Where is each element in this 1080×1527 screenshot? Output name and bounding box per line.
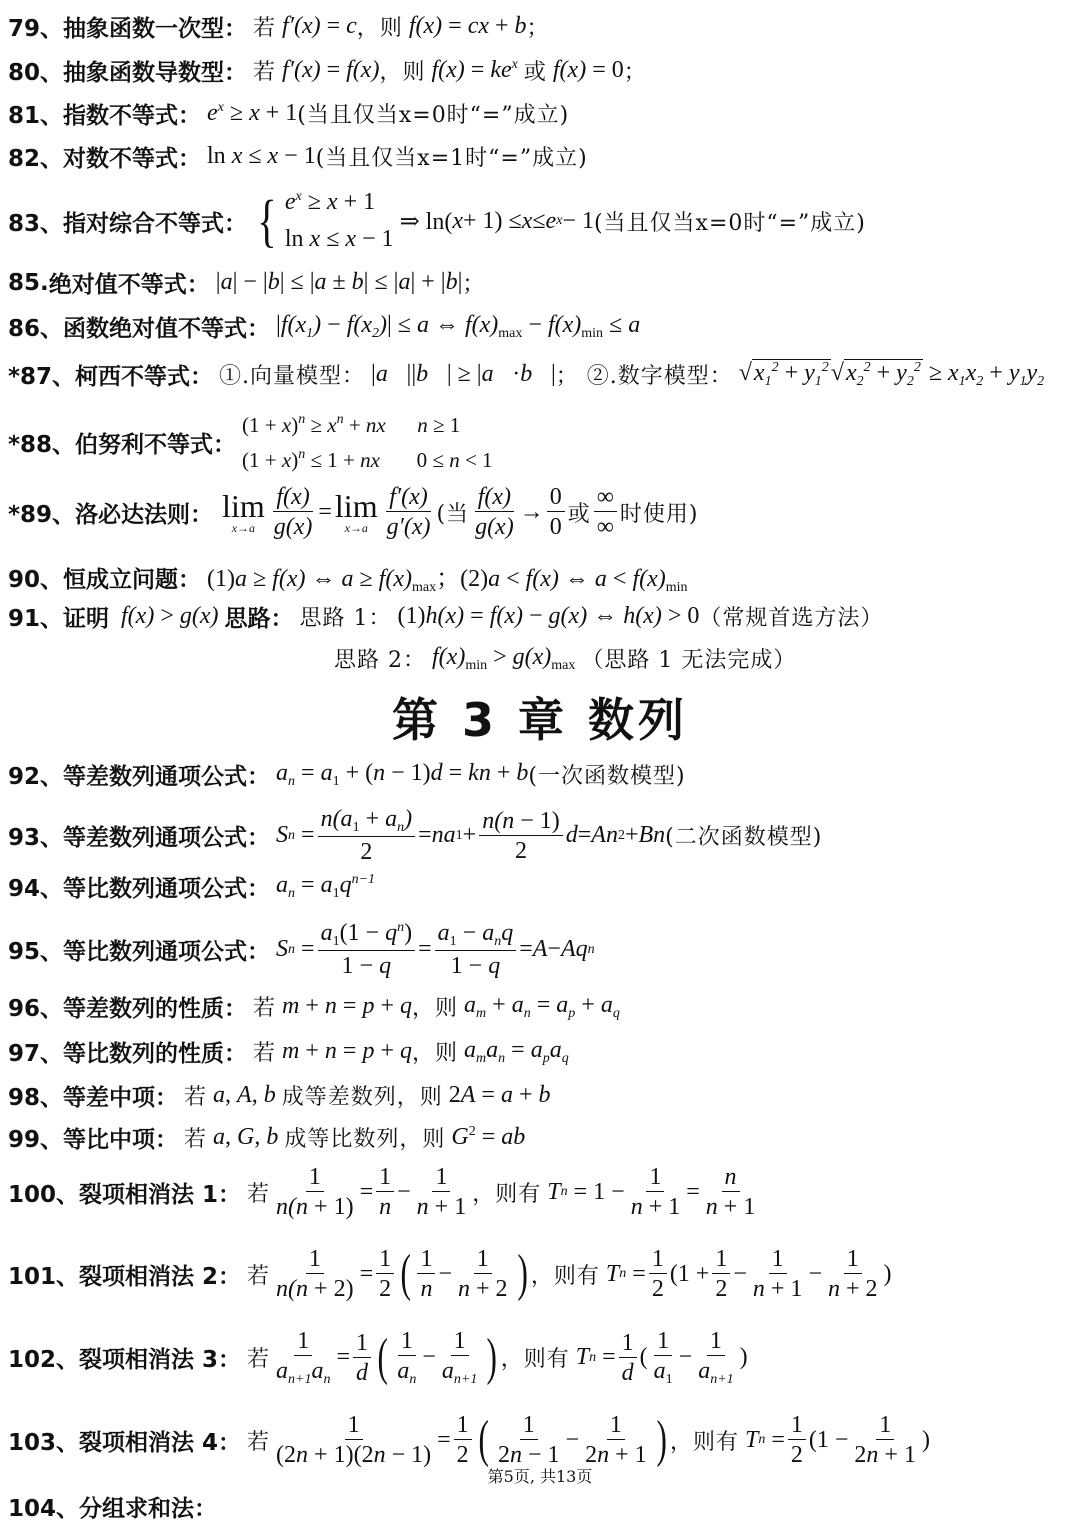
item-title-suffix: 思路： (224, 606, 294, 632)
text-comma: ， (412, 996, 436, 1021)
text-if: 若 (247, 1347, 271, 1373)
item-number: 94、 (8, 876, 64, 902)
item-title: 抽象函数导数型： (63, 60, 248, 86)
formula: m + n = p + q (276, 1038, 413, 1064)
text-idea-2-note: （思路 1 无法完成） (581, 648, 797, 673)
item-101 (8, 1246, 1072, 1303)
item-title: 裂项相消法 2： (79, 1263, 242, 1290)
item-title: 函数绝对值不等式： (63, 316, 271, 342)
formula: $\frac{1}{(2n + 1)(2n - 1)}$ = $\frac{1}{2}$ ( $\frac{1}{2n - 1}$ − $\frac{1}{2n + 1}$ ) (276, 1411, 667, 1469)
item-104 (8, 1490, 1072, 1523)
item-80: 80、 抽象函数导数型： 若 f′(x) = f(x) ， 则 $f(x) = ke^x$ 或 f(x) = 0 ； (8, 54, 1072, 87)
formula: $(1 + x)^n \ge x^n$ + nx n ≥ 1 $(1 + x)^n \le 1$ + nx 0 ≤ n < 1 (242, 412, 493, 472)
formula: f′(x) = c (276, 13, 357, 39)
item-title: 绝对值不等式： (48, 272, 210, 298)
item-number: 83、 (8, 210, 64, 237)
item-94 (8, 870, 1072, 903)
item-number: 101、 (8, 1263, 80, 1290)
item-number: 92、 (8, 764, 64, 790)
formula: T n = $\frac{1}{2}$ (1 − $\frac{1}{2n + 1}$ ) (738, 1412, 930, 1469)
text-then-have: 则有 (495, 1181, 542, 1207)
text-if: 若 (253, 60, 277, 85)
text-comma: ， (412, 1041, 436, 1066)
item-number: 86、 (8, 316, 64, 342)
item-title: 指数不等式： (63, 103, 202, 129)
text-arithmetic: 成等差数列， (281, 1085, 420, 1110)
formula: f′(x) = f(x) (276, 57, 380, 83)
item-title: 对数不等式： (63, 146, 202, 172)
condition-text: (当且仅当x=0时“=”成立) (297, 103, 570, 128)
item-number: 80、 (8, 60, 64, 86)
text-if: 若 (247, 1181, 271, 1207)
formula: $e^x \ge x + 1$ (207, 100, 298, 126)
text-then: 则 (379, 16, 403, 41)
formula: $\frac{1}{n(n + 1)}$ = $\frac{1}{n}$ − $\frac{1}{n + 1}$ (276, 1164, 467, 1221)
item-number: 91、 (8, 606, 64, 632)
formula: T n = 1 − $\frac{1}{n + 1}$ = $\frac{n}{n + 1}$ (541, 1164, 756, 1221)
item-title: 等比数列通项公式： (63, 939, 271, 966)
formula: (1)a ≥ f(x) ⇔ $a \ge f(x)_{max}$；(2)a < f(x) ⇔ $a < f(x)_{min}$ (207, 566, 688, 595)
formula: a, A, b (207, 1082, 282, 1108)
item-82 (8, 140, 1072, 173)
formula: $\frac{\infty}{\infty}$ (591, 484, 620, 541)
formula: (1)h(x) = f(x) − g(x) ⇔ h(x) > 0 (397, 603, 700, 629)
formula: lim x→a $\frac{f(x)}{g(x)}$ = lim x→a $\frac{f'(x)}{g'(x)}$ (222, 484, 431, 541)
formula: a, G, b (207, 1124, 285, 1150)
item-87: *87、 柯西不等式： ①.向量模型： |a⃗||b⃗| ≥ |a⃗·b⃗| ； ②.数字模型： $√x_1^2 + y_1^2√x_2^2 + y_2^2 \ge x_1x_2 + y_1y_2$ (8, 359, 1045, 390)
text-comma: ， (356, 16, 380, 41)
text-comma: ， (669, 1429, 693, 1455)
text-comma: ， (530, 1263, 554, 1289)
item-number: 104、 (8, 1496, 80, 1522)
text-if: 若 (184, 1127, 208, 1152)
text-idea-1-note: （常规首选方法） (699, 606, 884, 631)
item-91 (8, 600, 1072, 633)
item-number: 98、 (8, 1085, 64, 1111)
formula: $√x_1^2 + y_1^2√x_2^2 + y_2^2 \ge x_1x_2 + y_1y_2$ (738, 359, 1045, 389)
text-if: 若 (253, 996, 277, 1021)
item-number: *87、 (8, 364, 76, 390)
text-number-model: ②.数字模型： (586, 364, 733, 389)
formula: m + n = p + q (276, 993, 413, 1019)
formula: T n = $\frac{1}{d}$ ( $\frac{1}{a_1}$ − $\frac{1}{a_{n+1}}$ ) (569, 1328, 748, 1388)
text-then: 则 (422, 1127, 446, 1152)
item-number: 100、 (8, 1181, 80, 1208)
formula: $\frac{f(x)}{g(x)}$ → $\frac{0}{0}$ (469, 484, 568, 541)
item-103 (8, 1412, 1072, 1469)
text-if: 若 (247, 1263, 271, 1289)
text-or: 或 (567, 501, 591, 527)
formula: $a_m + a_n = a_p + a_q$ (458, 991, 620, 1021)
text-comma: ， (500, 1347, 524, 1373)
formula: $f(x)_{min} > g(x)_{max}$ (426, 643, 576, 673)
formula: { $e^x \ge x + 1$ ln x ≤ x − 1 ⇒ ln( x + 1) ≤ x ≤ e x − 1 (257, 188, 594, 254)
item-99 (8, 1121, 1072, 1154)
item-98 (8, 1079, 1072, 1112)
item-title: 恒成立问题： (63, 566, 202, 593)
item-79: 79、 抽象函数一次型： 若 f′(x) = c ， 则 f(x) = cx + b ； (8, 10, 1072, 43)
text-idea-1: 思路 1： (299, 606, 392, 631)
formula: f(x) = cx + b (402, 13, 527, 39)
item-81 (8, 97, 1072, 130)
formula: T n = $\frac{1}{2}$ (1 + $\frac{1}{2}$ − $\frac{1}{n + 1}$ − $\frac{1}{n + 2}$ ) (599, 1246, 892, 1303)
item-91-idea-2 (334, 643, 1072, 674)
item-number: *89、 (8, 501, 76, 528)
item-number: 93、 (8, 825, 64, 852)
text-if: 若 (184, 1085, 208, 1110)
text-geometric: 成等比数列， (284, 1127, 423, 1152)
item-title: 指对综合不等式： (63, 210, 248, 237)
item-title: 裂项相消法 1： (79, 1181, 242, 1208)
item-number: 102、 (8, 1347, 80, 1374)
item-title: 柯西不等式： (75, 364, 214, 390)
formula: S n = $\frac{n(a_1 + a_n)}{2}$ = na 1 + $\frac{n(n - 1)}{2}$ d = An 2 + Bn (276, 806, 666, 866)
text-then-have: 则有 (523, 1347, 570, 1373)
text-then-have: 则有 (553, 1263, 600, 1289)
item-number: 79、 (8, 16, 64, 42)
formula: |a| − |b| ≤ |a ± b| ≤ |a| + |b| (215, 269, 463, 295)
item-100 (8, 1164, 1072, 1221)
text-then: 则 (435, 996, 459, 1021)
item-title: 等差数列的性质： (63, 996, 248, 1022)
formula: f(x) = 0 (546, 57, 624, 83)
text-idea-2: 思路 2： (334, 648, 426, 673)
item-93 (8, 806, 1072, 866)
item-title: 等差数列通项公式： (63, 825, 271, 852)
item-92 (8, 758, 1072, 791)
item-number: 81、 (8, 103, 64, 129)
item-title: 等差中项： (63, 1085, 179, 1111)
text-vector-model: ①.向量模型： (219, 364, 366, 389)
formula: $f(x) = ke^x$ (425, 57, 518, 83)
formula: ln x ≤ x − 1 (207, 143, 316, 169)
model-note: (一次函数模型) (528, 764, 686, 789)
text-if: 若 (253, 16, 277, 41)
item-96 (8, 990, 1072, 1023)
item-88 (8, 408, 1072, 477)
item-86 (8, 310, 1072, 343)
item-title: 等比中项： (63, 1127, 179, 1153)
item-title: 伯努利不等式： (75, 432, 237, 459)
item-number: 82、 (8, 146, 64, 172)
formula: f(x) > g(x) (115, 603, 225, 629)
formula: $\frac{1}{n(n + 2)}$ = $\frac{1}{2}$ ( $\frac{1}{n}$ − $\frac{1}{n + 2}$ ) (276, 1245, 528, 1303)
item-title: 裂项相消法 4： (79, 1429, 242, 1456)
formula: $a_ma_n = a_pa_q$ (458, 1036, 569, 1066)
formula: S n = $\frac{a_1(1 - q^n)}{1 - q}$ = $\frac{a_1 - a_nq}{1 - q}$ = A − Aq n (276, 920, 595, 980)
condition-text: (当且仅当x=0时“=”成立) (593, 210, 866, 236)
item-97 (8, 1035, 1072, 1068)
item-number: 99、 (8, 1127, 64, 1153)
formula: $|f(x_1) - f(x_2)| \le a$ ⇔ $f(x)_{max} - f(x)_{min} \le a$ (276, 311, 641, 341)
formula: $G^2$ = ab (445, 1124, 526, 1150)
text-if: 若 (253, 1041, 277, 1066)
item-title: 等比数列通项公式： (63, 876, 271, 902)
text-use-when: 时使用) (619, 501, 699, 527)
text-then: 则 (419, 1085, 443, 1110)
text-comma: ， (472, 1181, 496, 1207)
item-title: 等差数列通项公式： (63, 764, 271, 790)
item-title: 证明 (63, 606, 110, 632)
item-title: 抽象函数一次型： (63, 16, 248, 42)
item-number: 90、 (8, 566, 64, 593)
text-comma: ， (379, 60, 403, 85)
item-number: 96、 (8, 996, 64, 1022)
item-title: 分组求和法： (79, 1496, 218, 1522)
formula: 2A = a + b (448, 1082, 551, 1108)
item-85: 85. 绝对值不等式： |a| − |b| ≤ |a ± b| ≤ |a| + |b| ； (8, 266, 1072, 299)
item-number: *88、 (8, 432, 76, 459)
item-number: 97、 (8, 1041, 64, 1067)
item-90 (8, 558, 1072, 596)
page-footer: 第5页, 共13页 (487, 1467, 593, 1486)
formula: $\frac{1}{a_{n+1}a_n}$ = $\frac{1}{d}$ ( $\frac{1}{a_n}$ − $\frac{1}{a_{n+1}}$ ) (276, 1328, 498, 1388)
item-title: 洛必达法则： (75, 501, 214, 528)
item-95 (8, 920, 1072, 980)
text-then: 则 (435, 1041, 459, 1066)
text-then-have: 则有 (692, 1429, 739, 1455)
text-then: 则 (402, 60, 426, 85)
chapter-heading: 第 3 章 数列 (391, 693, 689, 747)
item-83 (8, 184, 1072, 258)
item-title: 等比数列的性质： (63, 1041, 248, 1067)
model-note: (二次函数模型) (665, 825, 823, 851)
item-102 (8, 1328, 1072, 1388)
condition-text: (当且仅当x=1时“=”成立) (315, 146, 588, 171)
text-if: 若 (247, 1429, 271, 1455)
text-or: 或 (523, 60, 547, 85)
formula: $a_n = a_1 + (n - 1)d$ = kn + b (276, 759, 529, 789)
item-number: 95、 (8, 939, 64, 966)
item-number: 103、 (8, 1429, 80, 1456)
formula: |a⃗||b⃗| ≥ |a⃗·b⃗| (371, 361, 556, 387)
formula: $a_n = a_1q^{n-1}$ (276, 871, 376, 901)
item-title: 裂项相消法 3： (79, 1347, 242, 1374)
item-89 (8, 484, 1072, 541)
item-number: 85. (8, 269, 49, 296)
text-when: (当 (436, 501, 470, 527)
